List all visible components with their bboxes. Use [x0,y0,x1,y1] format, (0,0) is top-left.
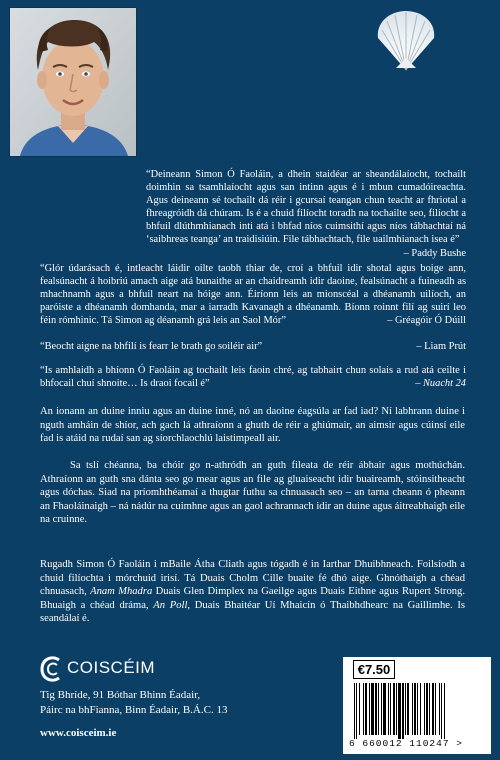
barcode-bar [390,683,391,735]
barcode-bar [417,683,418,735]
review-quote-2-attribution: – Gréagóir Ó Dúill [387,315,466,327]
author-biography [40,558,465,626]
price-tag: €7.50 [353,660,395,679]
review-quote-3-text: “Beocht aigne na bhfilí is fearr le brath go soiléir air” [40,341,263,352]
barcode-bar [378,683,379,735]
publisher-website: www.coisceim.ie [40,727,117,739]
author-photo [9,7,137,157]
review-quote-1-text: “Deineann Simon Ó Faoláin, a dhein staidéar ar sheandálaíocht, tochailt doimhin sa tsamhlaíocht agus san intinn agus é i mbun cumadóireachta. Agus deineann sé tochailt dá réir i gcursaí teangan chun teacht ar fhriotal a fhreagróidh dá chúram. Is é a chuid filíocht toradh na tochailte seo, filíocht a bhfuil dlúthmhianach inti atá i bhfad níos cuimsithí agus níos tábhachtaí ná ‘saibhreas teanga’ an traidisiúin. File tábhachtach, file uailmhianach isea é” [146,169,466,246]
publisher-name: COISCÉIM [67,658,156,677]
bio-book-title: Anam Mhadra [90,586,153,597]
barcode-bar [383,683,386,735]
author-portrait-image [10,8,136,156]
review-quote-3 [40,340,466,353]
barcode-bar [402,683,404,739]
blurb-paragraph-1-text: An ionann an duine inniu agus an duine inné, nó an daoine éagsúla ar fad iad? Ní labhrann duine i nguth amháin de shíor, ach gach lá athraíonn a ghuth de réir a ghiúmair, an aimsir agus cúinsí eile fad is atáid na rudaí san ag síorchlaochlú laistimpeall air. [40,406,465,444]
address-line-1: Tig Bhríde, 91 Bóthar Bhinn Éadair, [40,689,201,701]
barcode-digits: 6 660012 110247 > [349,738,463,749]
review-quote-1-attribution: – Paddy Bushe [403,247,466,259]
barcode-bar [381,683,382,735]
barcode-bar [420,683,421,735]
review-quote-4-attribution: – Nuacht 24 [415,378,466,390]
blurb-paragraph-1 [40,405,465,446]
blurb-paragraph-2-text: Sa tslí chéanna, ba chóir go n-athródh an guth fileata de réir ábhair agus mothúchán. Athraíonn an guth sna dánta seo go mear agus an file ag gluaiseacht idir buaireamh, stóinsitheacht agus dóchas. Siad na príomhthéamaí a thugtar futhu sa chnuasach seo – an tarna cheann ó pheann an Fhaoláinaigh – ná nádúr na cuimhne agus an gaol achrannach idir an duine agus áitreabhaigh eile na cruinne. [40,460,465,525]
barcode-bar [359,683,360,735]
barcode-bar [424,683,425,735]
review-quote-3-attribution: – Liam Prút [416,341,466,352]
review-quote-2 [40,262,466,327]
review-quote-1 [146,168,466,260]
barcode-bar [426,683,428,735]
barcode-icon [354,683,482,739]
barcode-bar [363,683,364,735]
barcode-bar [398,683,401,739]
review-quote-2-text: “Glór údarásach é, intleacht láidir oilte taobh thiar de, croí a bhfuil idir shotal agus boige ann, fealsúnacht á hoibriú amach aige atá bunaithe ar an chaidreamh idir daoine, fealsúnacht a fuineadh as mhachnamh agus a bhfuil neart na hóige ann. Éiríonn leis an mionscéal a dhéanamh uilíoch, an paróiste a dhéanamh domhanda, mar a iarradh Kavanagh a dhéanamh. Bíonn roinnt filí ag suirí leo féin rómhinic. Tá Simon ag déanamh grá leis an Saol Mór” [40,263,466,327]
barcode-bar [432,683,434,735]
bio-text-2: Duais Glen Dimplex na Gaeilge agus Duais Eithne agus Rupert Strong. Bhuaigh a chéad dráma, [40,586,465,611]
barcode-bar [429,683,430,735]
review-quote-4-text: “Is amhlaidh a bhíonn Ó Faoláin ag tochailt leis faoin chré, ag tabhairt chun solais a rud atá ceilte i bhfocail chuí shnoite… Is draoi focail é” [40,365,466,390]
barcode-bar [444,683,445,739]
barcode-bar [375,683,377,735]
barcode-bar [412,683,413,735]
bio-text-3: , Duais Bhaitéar Uí Mhaicín ó Thaibhdhearc na Gaillimhe. Is seandálaí é. [40,599,465,624]
publisher-address [40,688,227,717]
barcode-bar [371,683,374,735]
barcode-bar [396,683,397,735]
coisceim-logo-icon [40,656,64,682]
barcode-bar [435,683,436,735]
barcode-bar [405,683,406,735]
review-quote-4 [40,364,466,390]
blurb-paragraph-2 [40,459,465,527]
barcode-panel [343,657,491,754]
scallop-shell-icon [372,8,440,74]
barcode-bar [365,683,367,735]
barcode-bar [393,683,395,735]
barcode-bar [407,683,409,735]
barcode-bar [369,683,370,735]
barcode-bar [356,683,357,739]
bio-text-1: Rugadh Simon Ó Faoláin i mBaile Átha Cliath agus tógadh é in Iarthar Dhuibhneach. Foilsíodh a chuid filíochta i mórchuid irisí. Tá Duais Cholm Cille buaite fé dhó aige. Ghnóthaigh a chéad chnuasach, [40,559,465,597]
address-line-2: Páirc na bhFianna, Binn Éadair, B.Á.C. 13 [40,703,228,716]
barcode-bar [388,683,389,735]
barcode-bar [439,683,440,735]
barcode-bar [441,683,442,739]
barcode-bar [354,683,355,739]
bio-play-title: An Poll [153,599,188,611]
publisher-logo [40,656,170,682]
barcode-bar [414,683,416,735]
